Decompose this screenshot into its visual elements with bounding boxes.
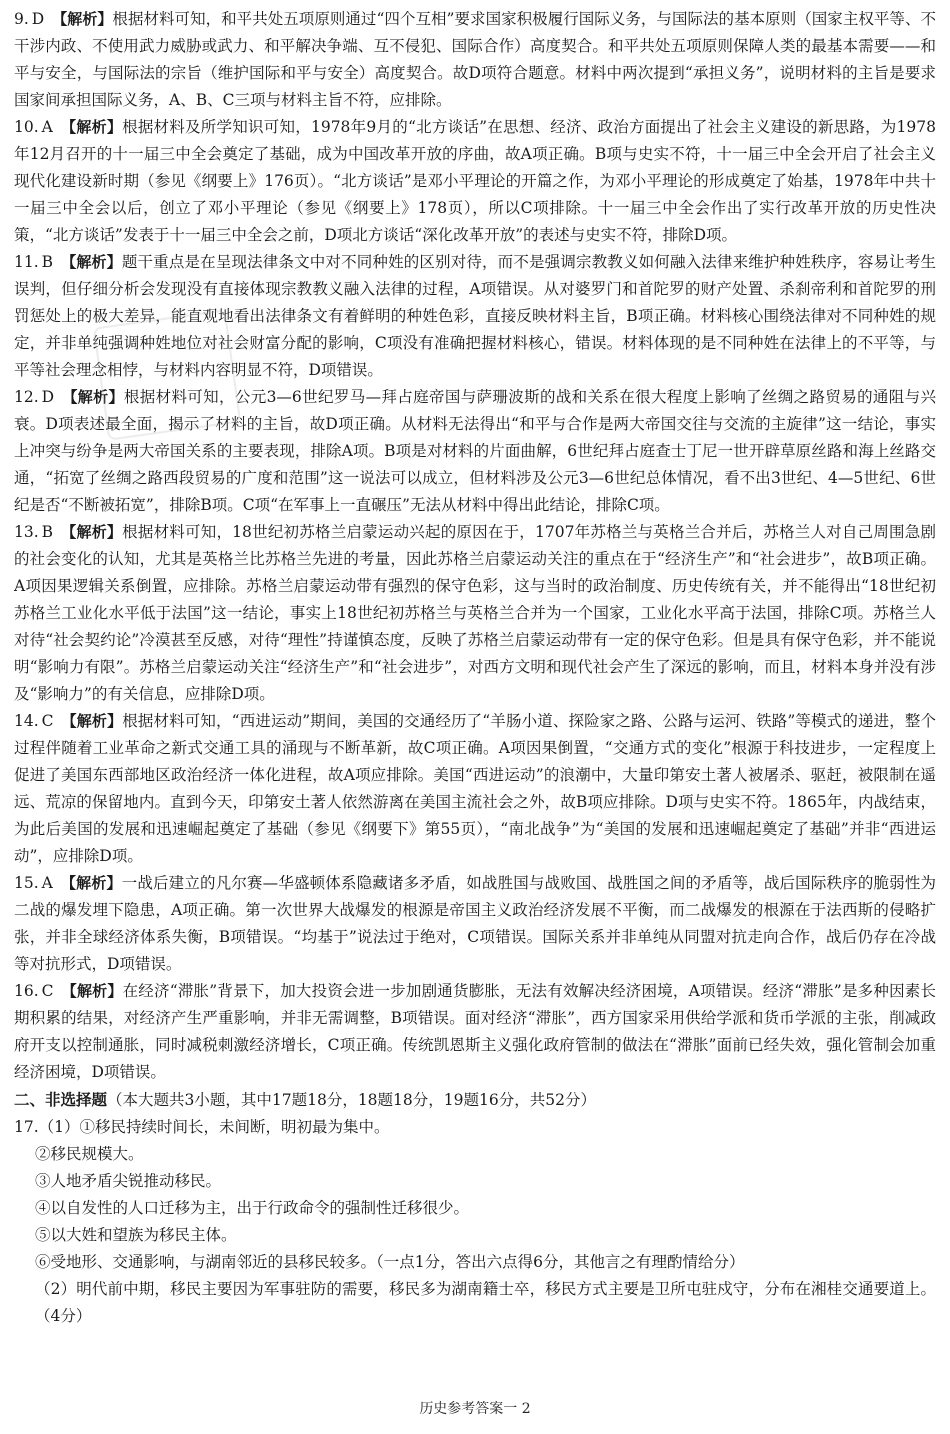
answer-text: 根据材料及所学知识可知，1978年9月的“北方谈话”在思想、经济、政治方面提出了社会主义建设的新思路，为1978年12月召开的十一届三中全会奠定了基础，成为中国改革开放的序曲，故A项正确。B项与史实不符，十一届三中全会开启了社会主义现代化建设新时期（参见《纲要上》176页）。“北方谈话”是邓小平理论的开篇之作，为邓小平理论的形成奠定了始基，1978年中共十一届三中全会以后，创立了邓小平理论（参见《纲要上》178页），所以C项排除。十一届三中全会作出了实行改革开放的历史性决策，“北方谈话”发表于十一届三中全会之前，D项北方谈话“深化改革开放”的表述与史实不符，排除D项。 [14, 118, 936, 244]
answer-item-10: 10. A 【解析】根据材料及所学知识可知，1978年9月的“北方谈话”在思想、经济、政治方面提出了社会主义建设的新思路，为1978年12月召开的十一届三中全会奠定了基础，成为中国改革开放的序曲，故A项正确。B项与史实不符，十一届三中全会开启了社会主义现代化建设新时期（参见《纲要上》176页）。“北方谈话”是邓小平理论的开篇之作，为邓小平理论的形成奠定了始基，1978年中共十一届三中全会以后，创立了邓小平理论（参见《纲要上》178页），所以C项排除。十一届三中全会作出了实行改革开放的历史性决策，“北方谈话”发表于十一届三中全会之前，D项北方谈话“深化改革开放”的表述与史实不符，排除D项。 [14, 118, 936, 244]
q17-point: ④以自发性的人口迁移为主，出于行政命令的强制性迁移很少。 [35, 1199, 470, 1217]
answer-text: 根据材料可知，公元3—6世纪罗马—拜占庭帝国与萨珊波斯的战和关系在很大程度上影响了丝绸之路贸易的通阻与兴衰。D项表述最全面，揭示了材料的主旨，故D项正确。从材料无法得出“和平与合作是两大帝国交往与交流的主旋律”这一结论，事实上冲突与纷争是两大帝国关系的主要表现，排除A项。B项是对材料的片面曲解，6世纪拜占庭查士丁尼一世开辟草原丝路和海上丝路交通，“拓宽了丝绸之路西段贸易的广度和范围”这一说法可以成立，但材料涉及公元3—6世纪总体情况，看不出3世纪、4—5世纪、6世纪是否“不断被拓宽”，排除B项。C项“在军事上一直碾压”无法从材料中得出此结论，排除C项。 [14, 388, 936, 514]
answer-item-13: 13. B 【解析】根据材料可知，18世纪初苏格兰启蒙运动兴起的原因在于，1707年苏格兰与英格兰合并后，苏格兰人对自己周围急剧的社会变化的认知，尤其是英格兰比苏格兰先进的考量，因此苏格兰启蒙运动关注的重点在于“经济生产”和“社会进步”，故B项正确。A项因果逻辑关系倒置，应排除。苏格兰启蒙运动带有强烈的保守色彩，这与当时的政治制度、历史传统有关，并不能得出“18世纪初苏格兰工业化水平低于法国”这一结论，事实上18世纪初苏格兰与英格兰合并为一个国家，工业化水平高于法国，排除C项。苏格兰人对待“社会契约论”冷漠甚至反感，对待“理性”持谨慎态度，反映了苏格兰启蒙运动带有一定的保守色彩。但是具有保守色彩，并不能说明“影响力有限”。苏格兰启蒙运动关注“经济生产”和“社会进步”，对西方文明和现代社会产生了深远的影响，而且，材料本身并没有涉及“影响力”的有关信息，应排除D项。 [14, 523, 936, 703]
q17-head: 17.（1）①移民持续时间长，未间断，明初最为集中。 [14, 1118, 390, 1136]
answer-text: 一战后建立的凡尔赛—华盛顿体系隐藏诸多矛盾，如战胜国与战败国、战胜国之间的矛盾等，战后国际秩序的脆弱性为二战的爆发埋下隐患，A项正确。第一次世界大战爆发的根源是帝国主义政治经济发展不平衡，而二战爆发的根源在于法西斯的侵略扩张，并非全球经济体系失衡，B项错误。“均基于”说法过于绝对，C项错误。国际关系并非单纯从同盟对抗走向合作，战后仍存在冷战等对抗形式，D项错误。 [14, 874, 936, 973]
answer-item-9: 9. D 【解析】根据材料可知，和平共处五项原则通过“四个互相”要求国家积极履行国际义务，与国际法的基本原则（国家主权平等、不干涉内政、不使用武力威胁或武力、和平解决争端、互不侵犯、国际合作）高度契合。和平共处五项原则保障人类的最基本需要——和平与安全，与国际法的宗旨（维护国际和平与安全）高度契合。故D项符合题意。材料中两次提到“承担义务”，说明材料的主旨是要求国家间承担国际义务，A、B、C三项与材料主旨不符，应排除。 [14, 10, 936, 109]
answer-text: 根据材料可知，和平共处五项原则通过“四个互相”要求国家积极履行国际义务，与国际法的基本原则（国家主权平等、不干涉内政、不使用武力威胁或武力、和平解决争端、互不侵犯、国际合作）高度契合。和平共处五项原则保障人类的最基本需要——和平与安全，与国际法的宗旨（维护国际和平与安全）高度契合。故D项符合题意。材料中两次提到“承担义务”，说明材料的主旨是要求国家间承担国际义务，A、B、C三项与材料主旨不符，应排除。 [14, 10, 936, 109]
answer-text: 根据材料可知，“西进运动”期间，美国的交通经历了“羊肠小道、探险家之路、公路与运河、铁路”等模式的递进，整个过程伴随着工业革命之新式交通工具的涌现与不断革新，故C项正确。A项因果倒置，“交通方式的变化”根源于科技进步，一定程度上促进了美国东西部地区政治经济一体化进程，故A项应排除。美国“西进运动”的浪潮中，大量印第安土著人被屠杀、驱赶，被限制在遥远、荒凉的保留地内。直到今天，印第安土著人依然游离在美国主流社会之外，故B项应排除。D项与史实不符。1865年，内战结束，为此后美国的发展和迅速崛起奠定了基础（参见《纲要下》第55页），“南北战争”为“美国的发展和迅速崛起奠定了基础”并非“西进运动”，应排除D项。 [14, 712, 936, 865]
answer-item-15: 15. A 【解析】一战后建立的凡尔赛—华盛顿体系隐藏诸多矛盾，如战胜国与战败国、战胜国之间的矛盾等，战后国际秩序的脆弱性为二战的爆发埋下隐患，A项正确。第一次世界大战爆发的根源是帝国主义政治经济发展不平衡，而二战爆发的根源在于法西斯的侵略扩张，并非全球经济体系失衡，B项错误。“均基于”说法过于绝对，C项错误。国际关系并非单纯从同盟对抗走向合作，战后仍存在冷战等对抗形式，D项错误。 [14, 874, 936, 973]
q17-point: ⑤以大姓和望族为移民主体。 [35, 1226, 237, 1244]
answer-item-14: 14. C 【解析】根据材料可知，“西进运动”期间，美国的交通经历了“羊肠小道、探险家之路、公路与运河、铁路”等模式的递进，整个过程伴随着工业革命之新式交通工具的涌现与不断革新，故C项正确。A项因果倒置，“交通方式的变化”根源于科技进步，一定程度上促进了美国东西部地区政治经济一体化进程，故A项应排除。美国“西进运动”的浪潮中，大量印第安土著人被屠杀、驱赶，被限制在遥远、荒凉的保留地内。直到今天，印第安土著人依然游离在美国主流社会之外，故B项应排除。D项与史实不符。1865年，内战结束，为此后美国的发展和迅速崛起奠定了基础（参见《纲要下》第55页），“南北战争”为“美国的发展和迅速崛起奠定了基础”并非“西进运动”，应排除D项。 [14, 712, 936, 865]
section-note: （本大题共3小题，其中17题18分，18题18分，19题16分，共52分） [107, 1091, 596, 1109]
answer-text: 根据材料可知，18世纪初苏格兰启蒙运动兴起的原因在于，1707年苏格兰与英格兰合并后，苏格兰人对自己周围急剧的社会变化的认知，尤其是英格兰比苏格兰先进的考量，因此苏格兰启蒙运动关注的重点在于“经济生产”和“社会进步”，故B项正确。A项因果逻辑关系倒置，应排除。苏格兰启蒙运动带有强烈的保守色彩，这与当时的政治制度、历史传统有关，并不能得出“18世纪初苏格兰工业化水平低于法国”这一结论，事实上18世纪初苏格兰与英格兰合并为一个国家，工业化水平高于法国，排除C项。苏格兰人对待“社会契约论”冷漠甚至反感，对待“理性”持谨慎态度，反映了苏格兰启蒙运动带有一定的保守色彩。但是具有保守色彩，并不能说明“影响力有限”。苏格兰启蒙运动关注“经济生产”和“社会进步”，对西方文明和现代社会产生了深远的影响，而且，材料本身并没有涉及“影响力”的有关信息，应排除D项。 [14, 523, 936, 703]
answer-page [14, 6, 936, 1330]
q17-point: ③人地矛盾尖锐推动移民。 [35, 1172, 222, 1190]
page-footer: 历史参考答案一 2 [419, 1401, 531, 1417]
answer-item-16: 16. C 【解析】在经济“滞胀”背景下，加大投资会进一步加剧通货膨胀，无法有效解决经济困境，A项错误。经济“滞胀”是多种因素长期积累的结果，对经济产生严重影响，并非无需调整，B项错误。面对经济“滞胀”，西方国家采用供给学派和货币学派的主张，削减政府开支以控制通胀，同时减税刺激经济增长，C项正确。传统凯恩斯主义强化政府管制的做法在“滞胀”面前已经失效，强化管制会加重经济困境，D项错误。 [14, 982, 936, 1081]
answer-item-11: 11. B 【解析】题干重点是在呈现法律条文中对不同种姓的区别对待，而不是强调宗教教义如何融入法律来维护种姓秩序，容易让考生误判，但仔细分析会发现没有直接体现宗教教义融入法律的过程，A项错误。从对婆罗门和首陀罗的财产处置、杀刹帝利和首陀罗的刑罚惩处上的极大差异，能直观地看出法律条文有着鲜明的种姓色彩，直接反映材料主旨，B项正确。材料核心围绕法律对不同种姓的规定，并非单纯强调种姓地位对社会财富分配的影响，C项没有准确把握材料核心，错误。材料体现的是不同种姓在法律上的不平等，与平等社会理念相悖，与材料内容明显不符，D项错误。 [14, 253, 936, 379]
section-heading: 二、非选择题（本大题共3小题，其中17题18分，18题18分，19题16分，共52分） [14, 1090, 596, 1109]
q17-part2: （2）明代前中期，移民主要因为军事驻防的需要，移民多为湖南籍士卒，移民方式主要是卫所屯驻戍守，分布在湘桂交通要道上。（4分） [35, 1280, 936, 1325]
q17-point: ②移民规模大。 [35, 1145, 144, 1163]
answer-item-12: 12. D 【解析】根据材料可知，公元3—6世纪罗马—拜占庭帝国与萨珊波斯的战和关系在很大程度上影响了丝绸之路贸易的通阻与兴衰。D项表述最全面，揭示了材料的主旨，故D项正确。从材料无法得出“和平与合作是两大帝国交往与交流的主旋律”这一结论，事实上冲突与纷争是两大帝国关系的主要表现，排除A项。B项是对材料的片面曲解，6世纪拜占庭查士丁尼一世开辟草原丝路和海上丝路交通，“拓宽了丝绸之路西段贸易的广度和范围”这一说法可以成立，但材料涉及公元3—6世纪总体情况，看不出3世纪、4—5世纪、6世纪是否“不断被拓宽”，排除B项。C项“在军事上一直碾压”无法从材料中得出此结论，排除C项。 [14, 388, 936, 514]
answer-text: 题干重点是在呈现法律条文中对不同种姓的区别对待，而不是强调宗教教义如何融入法律来维护种姓秩序，容易让考生误判，但仔细分析会发现没有直接体现宗教教义融入法律的过程，A项错误。从对婆罗门和首陀罗的财产处置、杀刹帝利和首陀罗的刑罚惩处上的极大差异，能直观地看出法律条文有着鲜明的种姓色彩，直接反映材料主旨，B项正确。材料核心围绕法律对不同种姓的规定，并非单纯强调种姓地位对社会财富分配的影响，C项没有准确把握材料核心，错误。材料体现的是不同种姓在法律上的不平等，与平等社会理念相悖，与材料内容明显不符，D项错误。 [14, 253, 936, 379]
q17-point: ⑥受地形、交通影响，与湖南邻近的县移民较多。（一点1分，答出六点得6分，其他言之有理酌情给分） [35, 1253, 745, 1271]
answer-text: 在经济“滞胀”背景下，加大投资会进一步加剧通货膨胀，无法有效解决经济困境，A项错误。经济“滞胀”是多种因素长期积累的结果，对经济产生严重影响，并非无需调整，B项错误。面对经济“滞胀”，西方国家采用供给学派和货币学派的主张，削减政府开支以控制通胀，同时减税刺激经济增长，C项正确。传统凯恩斯主义强化政府管制的做法在“滞胀”面前已经失效，强化管制会加重经济困境，D项错误。 [14, 982, 936, 1081]
